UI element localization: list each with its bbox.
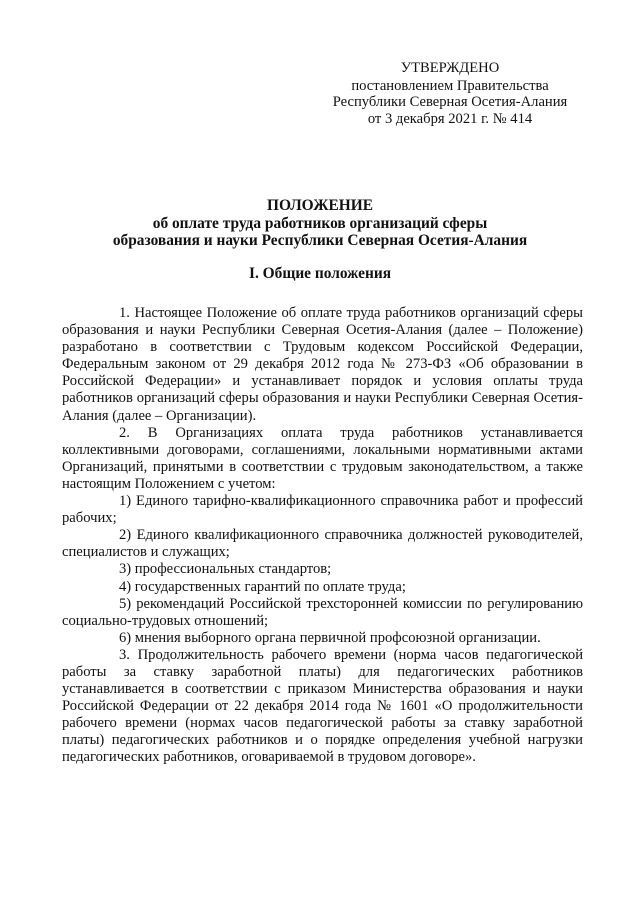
list-item: 5) рекомендаций Российской трехсторонней комиссии по регулированию социально-трудовых отношений; xyxy=(62,595,583,629)
list-item: 1) Единого тарифно-квалификационного справочника работ и профессий рабочих; xyxy=(62,493,583,527)
list-item: 2) Единого квалификационного справочника должностей руководителей, специалистов и служащих; xyxy=(62,527,583,561)
list-item: 6) мнения выборного органа первичной профсоюзной организации. xyxy=(119,629,541,646)
approval-line: постановлением Правительства xyxy=(351,77,549,94)
title-line: образования и науки Республики Северная Осетия-Алания xyxy=(112,232,528,249)
paragraph-1: 1. Настоящее Положение об оплате труда работников организаций сферы образования и науки Республики Северная Осетия-Алания (далее – Положение) разработано в соответствии с Трудовым кодексом Российской Федерации, Федеральным законом от 29 декабря 2012 года № 273-ФЗ «Об образовании в Российской Федерации» и устанавливает порядок и условия оплаты труда работников организаций сферы образования и науки Республики Северная Осетия-Алания (далее – Организации). xyxy=(62,305,583,424)
paragraph-3: 3. Продолжительность рабочего времени (норма часов педагогической работы за ставку заработной платы) для педагогических работников устанавливается в соответствии с приказом Министерства образования и науки Российской Федерации от 22 декабря 2014 года № 1601 «О продолжительности рабочего времени (нормах часов педагогической работы за ставку заработной платы) педагогических работников и о порядке определения учебной нагрузки педагогических работников, оговариваемой в трудовом договоре». xyxy=(62,646,583,766)
list-item: 3) профессиональных стандартов; xyxy=(119,561,332,578)
document-body xyxy=(62,305,583,767)
section-heading: I. Общие положения xyxy=(248,265,392,282)
approval-line: Республики Северная Осетия-Алания xyxy=(332,94,568,110)
list-item: 4) государственных гарантий по оплате труда; xyxy=(119,578,406,595)
title-line: об оплате труда работников организаций сферы xyxy=(152,214,488,232)
approval-heading: УТВЕРЖДЕНО xyxy=(400,60,500,76)
paragraph-2: 2. В Организациях оплата труда работников устанавливается коллективными договорами, соглашениями, локальными нормативными актами Организаций, принятыми в соответствии с трудовым законодательством, а также настоящим Положением с учетом: xyxy=(62,424,583,492)
title-line: ПОЛОЖЕНИЕ xyxy=(267,197,373,214)
approval-stamp xyxy=(300,60,600,127)
document-title xyxy=(60,197,580,250)
approval-date: от 3 декабря 2021 г. № 414 xyxy=(367,110,533,127)
